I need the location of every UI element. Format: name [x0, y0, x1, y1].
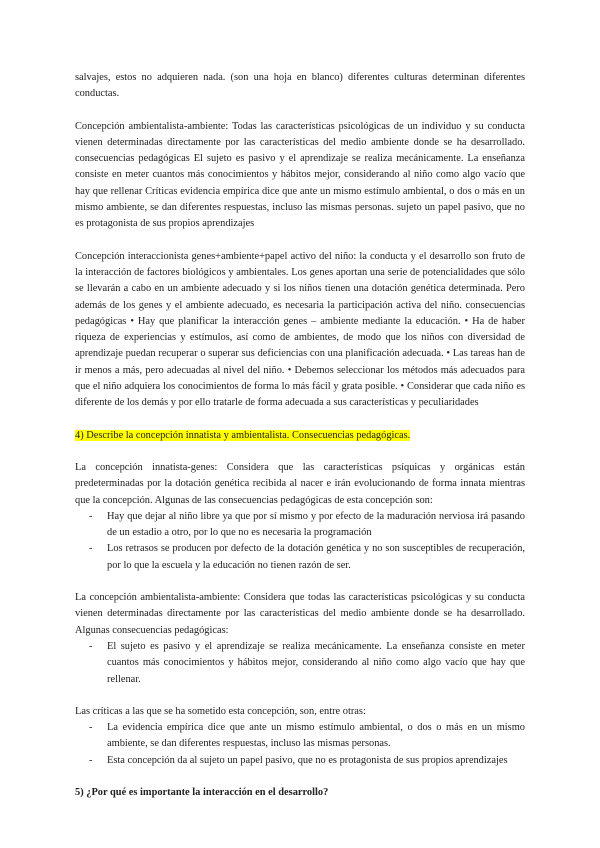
- dash-bullet: -: [89, 543, 93, 555]
- paragraph-criticas: Las críticas a las que se ha sometido esta concepción, son, entre otras:: [75, 705, 366, 717]
- question-4-line: [75, 428, 525, 444]
- list-item-text: Los retrasos se producen por defecto de la dotación genética y no son susceptibles de recuperación, por lo que la escuela y la educación no tienen razón de ser.: [107, 543, 525, 571]
- list-criticas: [75, 720, 525, 769]
- paragraph-ambientalista-summary: Concepción ambientalista-ambiente: Todas las características psicológicas de un individuo y su conducta vienen determinadas directamente por las características del medio ambiente donde se ha desarrollado. consecuencias pedagógicas El sujeto es pasivo y el aprendizaje se realiza mecánicamente. La enseñanza consiste en meter cuantos más conocimientos y hábitos mejor, considerando al niño como algo vacío que hay que rellenar Críticas evidencia empírica dice que ante un mismo estímulo ambiental, o dos o más en un mismo ambiente, se dan diferentes respuestas, incluso las mismas personas. sujeto un papel pasivo, que no es protagonista de sus propios aprendizajes: [75, 120, 525, 230]
- list-item: [75, 509, 525, 542]
- question-5-heading: 5) ¿Por qué es importante la interacción en el desarrollo?: [75, 786, 329, 798]
- list-item-text: El sujeto es pasivo y el aprendizaje se realiza mecánicamente. La enseñanza consiste en meter cuantos más conocimientos y hábitos mejor, considerando al niño como algo vacío que hay que rellenar.: [107, 640, 525, 685]
- list-item-text: Esta concepción da al sujeto un papel pasivo, que no es protagonista de sus propios aprendizajes: [107, 754, 508, 766]
- paragraph-innatista: La concepción innatista-genes: Considera que las características psíquicas y orgánicas están predeterminadas por la dotación genética recibida al nacer e irán evolucionando de forma innata mientras que la concepción. Algunas de las consecuencias pedagógicas de esta concepción son:: [75, 461, 525, 506]
- list-item-text: Hay que dejar al niño libre ya que por sí mismo y por efecto de la maduración nerviosa irá pasando de un estadio a otro, por lo que no es necesaria la programación: [107, 510, 525, 539]
- paragraph-interaccionista: Concepción interaccionista genes+ambiente+papel activo del niño: la conducta y el desarrollo son fruto de la interacción de factores biológicos y ambientales. Los genes aportan una serie de potencialidades que sólo se llevarán a cabo en un ambiente adecuado y si los niños tienen una dotación genética determinada. Pero además de los genes y el ambiente adecuado, es necesaria la participación activa del niño. consecuencias pedagógicas • Hay que planificar la interacción genes – ambiente mediante la educación. • Ha de haber riqueza de experiencias y estímulos, así como de ambientes, de modo que los niños con diversidad de aprendizaje puedan recuperar o superar sus deficiencias con una planificación adecuada. • Las tareas han de ir menos a más, pero adecuadas al nivel del niño. • Debemos seleccionar los métodos más adecuados para que el niño adquiera los conocimientos de forma lo más fácil y grata posible. • Considerar que cada niño es diferente de los demás y por ello tratarle de forma adecuada a sus características y peculiaridades: [75, 250, 525, 409]
- list-innatista-consequences: [75, 509, 525, 574]
- list-item-text: La evidencia empírica dice que ante un mismo estímulo ambiental, o dos o más en un mismo ambiente, se dan diferentes respuestas, incluso las mismas personas.: [107, 722, 525, 750]
- paragraph-intro-continuation: salvajes, estos no adquieren nada. (son una hoja en blanco) diferentes culturas determinan diferentes conductas.: [75, 72, 525, 100]
- list-item: [75, 720, 525, 753]
- dash-bullet: -: [89, 722, 93, 734]
- dash-bullet: -: [89, 754, 93, 766]
- dash-bullet: -: [89, 510, 93, 522]
- list-item: [75, 541, 525, 574]
- list-item: [75, 639, 525, 688]
- list-ambientalista-consequences: [75, 639, 525, 688]
- list-item: [75, 753, 525, 769]
- document-body: [75, 70, 525, 801]
- question-4-heading: 4) Describe la concepción innatista y ambientalista. Consecuencias pedagógicas.: [75, 429, 411, 441]
- paragraph-ambientalista: La concepción ambientalista-ambiente: Considera que todas las características psicológicas y su conducta vienen determinadas directamente por las características del medio ambiente donde se ha desarrollado. Algunas consecuencias pedagógicas:: [75, 592, 525, 636]
- dash-bullet: -: [89, 640, 93, 652]
